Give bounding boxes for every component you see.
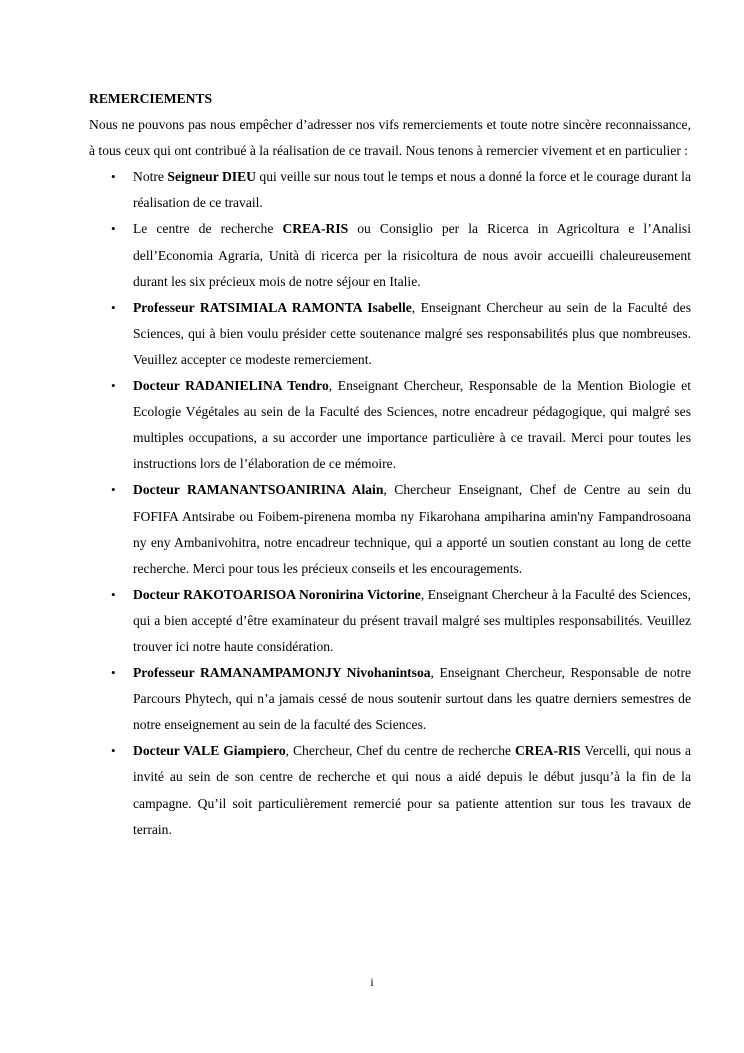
- page-number: i: [370, 975, 374, 989]
- page-heading: REMERCIEMENTS: [89, 91, 213, 106]
- bullet-icon: •: [111, 221, 116, 237]
- item-text: , Enseignant Chercheur au sein de la Faculté des Sciences, qui à bien voulu présider cette soutenance malgré ses responsabilités plus que nombreuses. Veuillez accepter ce modeste remerciement.: [133, 299, 691, 367]
- bullet-icon: •: [111, 378, 116, 394]
- item-text: , Chercheur, Chef du centre de recherche: [285, 743, 515, 759]
- item-text: , Enseignant Chercheur à la Faculté des Sciences, qui a bien accepté d’être examinateur du présent travail malgré ses multiples responsabilités. Veuillez trouver ici notre haute considération.: [133, 586, 691, 654]
- item-name: Docteur RADANIELINA Tendro: [133, 378, 329, 394]
- item-text: ou Consiglio per la Ricerca in Agricoltura e l’Analisi dell’Economia Agraria, Unità di ricerca per la risicoltura de nous avoir accueilli chaleureusement durant les six précieux mois de notre séjour en Italie.: [133, 221, 691, 289]
- list-item: [89, 295, 691, 373]
- list-item: [89, 164, 691, 216]
- intro-paragraph: Nous ne pouvons pas nous empêcher d’adresser nos vifs remerciements et toute notre sincère reconnaissance, à tous ceux qui ont contribué à la réalisation de ce travail. Nous tenons à remercier vivement et en particulier :: [89, 117, 691, 159]
- item-name: Seigneur DIEU: [167, 169, 256, 185]
- item-prefix: Notre: [133, 169, 168, 185]
- item-text: , Enseignant Chercheur, Responsable de notre Parcours Phytech, qui n’a jamais cessé de nous soutenir surtout dans les quatre derniers semestres de notre enseignement au sein de la faculté des Sciences.: [133, 665, 692, 733]
- item-name: Professeur RATSIMIALA RAMONTA Isabelle: [133, 299, 412, 315]
- bullet-icon: •: [111, 743, 116, 759]
- item-name: CREA-RIS: [282, 221, 349, 237]
- acknowledgements-list: [89, 164, 691, 842]
- item-text: , Chercheur Enseignant, Chef de Centre au sein du FOFIFA Antsirabe ou Foibem-pirenena momba ny Fikarohana ampiharina amin'ny Fampandrosoana ny eny Ambanivohitra, notre encadreur technique, qui a apporté un soutien constant au long de cette recherche. Merci pour tous les précieux conseils et les encouragements.: [133, 482, 691, 576]
- item-prefix: Le centre de recherche: [133, 221, 283, 237]
- bullet-icon: •: [111, 586, 116, 602]
- list-item: [89, 373, 691, 477]
- list-item: [89, 660, 691, 738]
- bullet-icon: •: [111, 665, 116, 681]
- bullet-icon: •: [111, 299, 116, 315]
- item-name: Professeur RAMANAMPAMONJY Nivohanintsoa: [133, 665, 431, 681]
- document-page: [89, 86, 691, 843]
- list-item: [89, 738, 691, 842]
- item-name-secondary: CREA-RIS: [514, 743, 581, 759]
- item-text: , Enseignant Chercheur, Responsable de la Mention Biologie et Ecologie Végétales au sein de la Faculté des Sciences, notre encadreur pédagogique, qui malgré ses multiples occupations, a su accorder une importance particulière à ce travail. Merci pour toutes les instructions lors de l’élaboration de ce mémoire.: [133, 378, 691, 472]
- item-name: Docteur VALE Giampiero: [133, 743, 286, 759]
- item-name: Docteur RAMANANTSOANIRINA Alain: [133, 482, 384, 498]
- list-item: [89, 582, 691, 660]
- list-item: [89, 477, 691, 581]
- list-item: [89, 216, 691, 294]
- item-name: Docteur RAKOTOARISOA Noronirina Victorine: [133, 586, 421, 602]
- item-text-secondary: Vercelli, qui nous a invité au sein de son centre de recherche et qui nous a aidé depuis le début jusqu’à la fin de la campagne. Qu’il soit particulièrement remercié pour sa patiente attention sur tous les travaux de terrain.: [133, 743, 691, 837]
- item-text: qui veille sur nous tout le temps et nous a donné la force et le courage durant la réalisation de ce travail.: [133, 169, 691, 211]
- bullet-icon: •: [111, 169, 116, 185]
- bullet-icon: •: [111, 482, 116, 498]
